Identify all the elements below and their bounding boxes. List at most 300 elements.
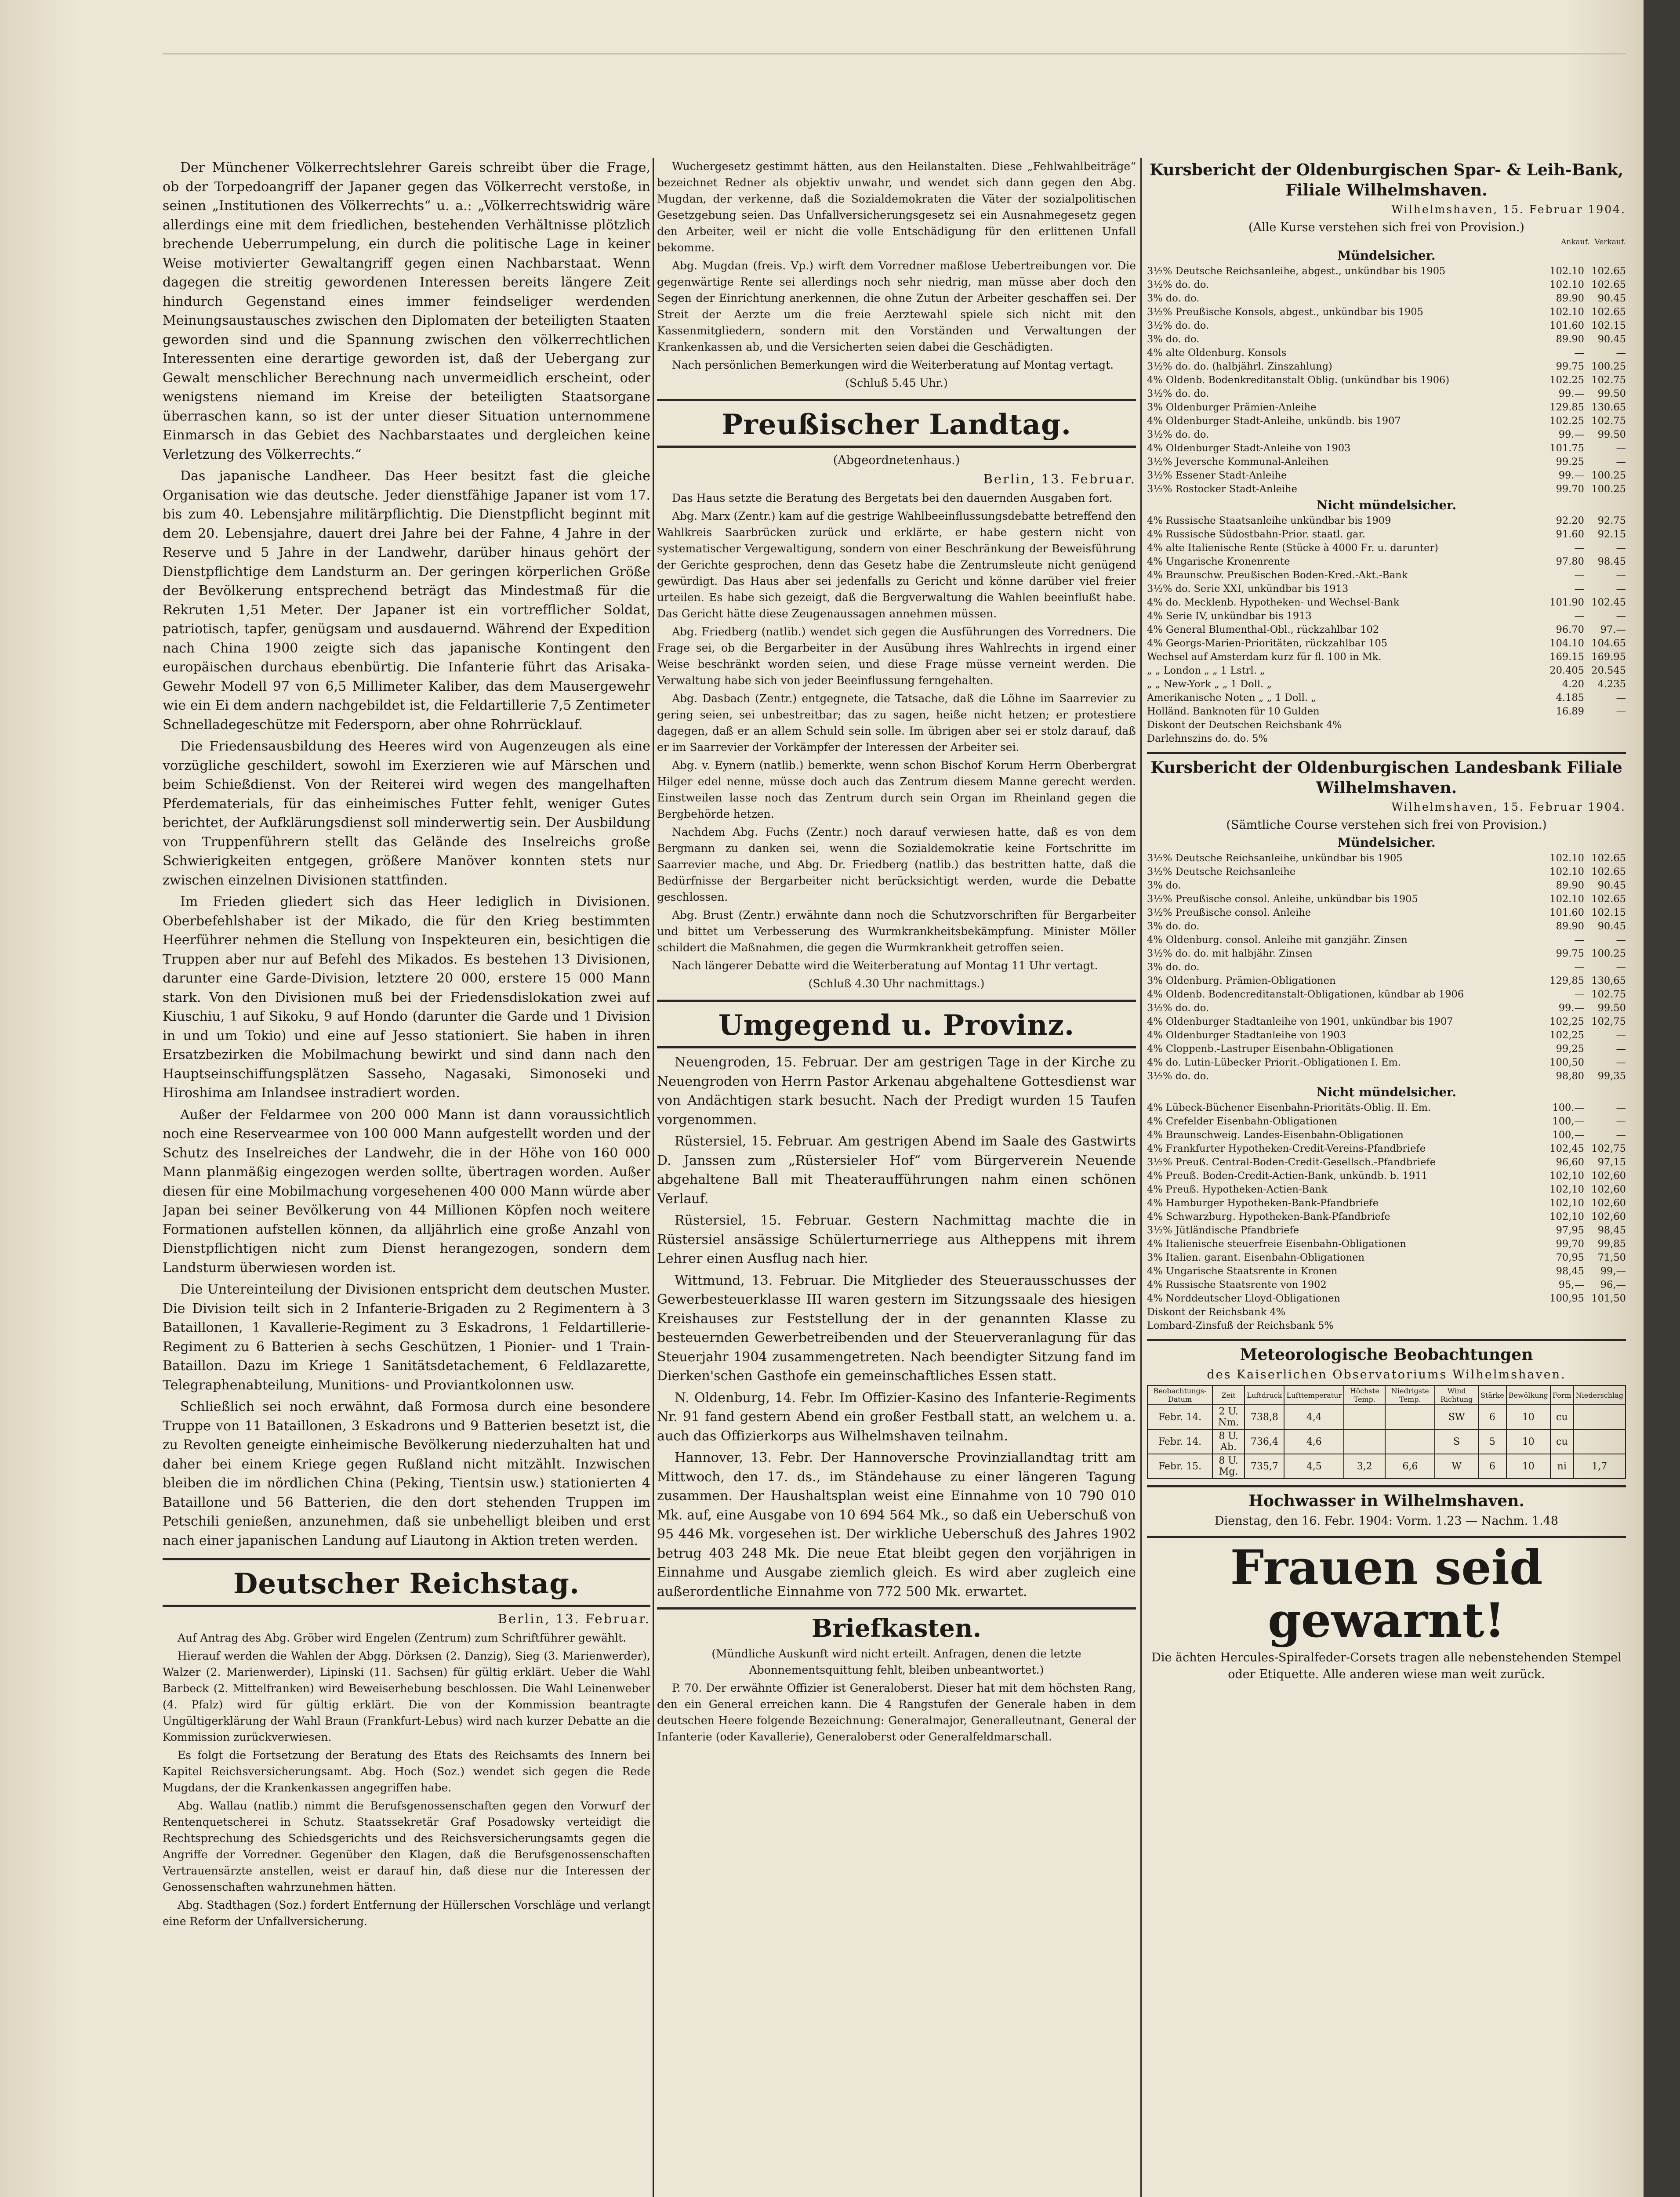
reichstag-title: Deutscher Reichstag. — [233, 1567, 580, 1600]
bank2-rates-table — [1147, 852, 1626, 1083]
bank1-section-muendel: Mündelsicher. — [1337, 248, 1436, 263]
rate-ankauf: 91.60 — [1556, 529, 1584, 540]
rate-label: 3% do. do. — [1147, 334, 1200, 345]
rate-verkauf — [1584, 718, 1626, 732]
bank2-title: Kursbericht der Oldenburgischen Landesbank Filiale Wilhelmshaven. — [1150, 758, 1622, 797]
weather-header-cell: Zeit — [1212, 1385, 1245, 1405]
rate-ankauf — [1542, 732, 1584, 746]
paragraph: Nach persönlichen Bemerkungen wird die Weiterberatung auf Montag vertagt. — [672, 359, 1114, 371]
section-header-reichstag — [163, 1558, 650, 1607]
rate-ankauf: 129,85 — [1549, 975, 1584, 986]
rate-verkauf: 99,— — [1600, 1265, 1626, 1277]
rate-ankauf: 100,— — [1552, 1116, 1584, 1127]
article-briefkasten — [657, 1680, 1136, 1745]
column-left — [163, 158, 650, 2197]
rate-verkauf: — — [1616, 1102, 1626, 1113]
rate-ankauf: 102,10 — [1549, 1197, 1584, 1209]
rate-row — [1147, 691, 1626, 705]
rate-row — [1147, 650, 1626, 664]
weather-cell — [1344, 1405, 1385, 1429]
rate-row — [1147, 305, 1626, 319]
rate-label: 3½% Jeversche Kommunal-Anleihen — [1147, 456, 1329, 468]
rate-label: 4% Ungarische Kronenrente — [1147, 556, 1290, 567]
paragraph: Die Untereinteilung der Divisionen entspricht dem deutschen Muster. Die Division teilt sich in 2 Infanterie-Brigaden zu 2 Regimentern à 3 Bataillonen, 1 Kavallerie-Regiment zu 3 Eskadrons, 1 Feldartillerie-Regiment zu 6 Batterien à sechs Geschützen, 1 Pionier- und 1 Train-Bataillon. Dazu im Kriege 1 Sanitätsdetachement, 6 Feldlazarette, Telegraphenabteilung, Munitions- und Proviantkolonnen usw. — [163, 1282, 650, 1393]
paragraph: N. Oldenburg, 14. Febr. Im Offizier-Kasino des Infanterie-Regiments Nr. 91 fand gestern Abend ein großer Festball statt, an welchem u. a. auch das Offizierkorps aus Wilhelmshaven teilnahm. — [657, 1390, 1136, 1444]
paragraph: Wuchergesetz gestimmt hätten, aus den Heilanstalten. Diese „Fehlwahlbeiträge“ bezeichnet Redner als objektiv unwahr, und wendet sich dann gegen den Abg. Mugdan, der verkenne, daß die Sozialdemokraten die Väter der sozialpolitischen Gesetzgebung seien. Das Unfallversicherungsgesetz sei ein Ausnahmegesetz gegen den Arbeiter, weil er nicht die volle Entschädigung für den erlittenen Unfall bekomme. — [657, 160, 1136, 254]
rate-verkauf: — — [1616, 347, 1626, 359]
ad-headline: Frauen seid gewarnt! — [1230, 1540, 1543, 1648]
rate-ankauf: 97,95 — [1556, 1225, 1584, 1236]
rate-row — [1147, 1169, 1626, 1183]
rate-ankauf: — — [1574, 961, 1584, 973]
rate-ankauf — [1542, 1319, 1584, 1333]
rate-verkauf: 90.45 — [1597, 921, 1626, 932]
weather-header-cell: Beobachtungs-Datum — [1147, 1385, 1212, 1405]
bank1-dateline: Wilhelmshaven, 15. Februar 1904. — [1391, 203, 1626, 216]
rate-ankauf: 89.90 — [1556, 334, 1584, 345]
rate-label: 4% Italienische steuerfreie Eisenbahn-Obligationen — [1147, 1238, 1406, 1250]
rate-ankauf: 102,25 — [1549, 1030, 1584, 1041]
rate-ankauf: 104.10 — [1549, 638, 1584, 649]
rate-ankauf: 4.20 — [1562, 678, 1584, 690]
paragraph: Abg. Brust (Zentr.) erwähnte dann noch die Schutzvorschriften für Bergarbeiter und bittet um Verbesserung des Wurmkrankheitsbekämpfung. Minister Möller schildert die Maßnahmen, die gegen die Wurmkrankheit getroffen seien. — [657, 909, 1136, 954]
weather-title: Meteorologische Beobachtungen — [1240, 1345, 1533, 1364]
rate-verkauf: 20.545 — [1591, 665, 1626, 676]
rate-label: 4% Crefelder Eisenbahn-Obligationen — [1147, 1116, 1338, 1127]
rate-verkauf: 98,45 — [1597, 1225, 1626, 1236]
rate-label: 3½% Preußische consol. Anleihe, unkündbar bis 1905 — [1147, 893, 1418, 905]
weather-cell — [1385, 1429, 1435, 1454]
rate-row — [1147, 1183, 1626, 1196]
rate-ankauf: 100,95 — [1549, 1293, 1584, 1304]
rate-label: 3% do. do. — [1147, 921, 1200, 932]
weather-header-cell: Niedrigste Temp. — [1385, 1385, 1435, 1405]
weather-cell: 4,5 — [1284, 1454, 1344, 1479]
weather-cell: 8 U. Ab. — [1212, 1429, 1245, 1454]
rate-verkauf: 97,15 — [1597, 1157, 1626, 1168]
rate-label: 4% Russische Staatsanleihe unkündbar bis 1909 — [1147, 515, 1391, 526]
weather-header-cell: Stärke — [1478, 1385, 1506, 1405]
rate-label: 3% Oldenburg. Prämien-Obligationen — [1147, 975, 1336, 986]
weather-cell: 10 — [1506, 1429, 1550, 1454]
rate-label: 3½% Deutsche Reichsanleihe — [1147, 866, 1296, 877]
rate-verkauf: — — [1616, 1057, 1626, 1068]
rate-row — [1147, 637, 1626, 650]
bank2-dateline: Wilhelmshaven, 15. Februar 1904. — [1391, 801, 1626, 813]
weather-cell: 6 — [1478, 1454, 1506, 1479]
rate-verkauf: 99,85 — [1597, 1238, 1626, 1250]
rate-ankauf: — — [1574, 583, 1584, 595]
rate-ankauf: 99.— — [1558, 429, 1584, 440]
rate-row — [1147, 582, 1626, 596]
weather-cell: 2 U. Nm. — [1212, 1405, 1245, 1429]
rate-ankauf: 102.10 — [1549, 306, 1584, 318]
rate-row — [1147, 1069, 1626, 1083]
rate-row — [1147, 346, 1626, 360]
paragraph: Schließlich sei noch erwähnt, daß Formosa durch eine besondere Truppe von 11 Bataillonen, 3 Eskadrons und 9 Batterien besetzt ist, die zu Revolten geneigte einheimische Bevölkerung niederzuhalten hat und daher bei einem Kriege gegen Rußland nicht mitzählt. Inzwischen bleiben die im nördlichen China (Peking, Tientsin usw.) stationierten 4 Bataillone und 56 Batterien, die den dort stehenden Truppen im Petschili genießen, anzunehmen, daß sie unbehelligt bleiben und erst nach einer japanischen Landung auf Liautong in Aktion treten werden. — [163, 1399, 650, 1548]
rate-label: 4% General Blumenthal-Obl., rückzahlbar 102 — [1147, 624, 1379, 635]
rate-verkauf: — — [1616, 934, 1626, 946]
rate-label: 4% Oldenburger Stadtanleihe von 1901, unkündbar bis 1907 — [1147, 1016, 1453, 1027]
rate-row — [1147, 988, 1626, 1001]
rate-label: 3% do. — [1147, 880, 1181, 891]
bank1-title: Kursbericht der Oldenburgischen Spar- & Leih-Bank, Filiale Wilhelmshaven. — [1149, 161, 1624, 199]
rate-verkauf: — — [1616, 569, 1626, 581]
rate-ankauf: 99.70 — [1556, 483, 1584, 495]
weather-header-cell: Luftdruck — [1245, 1385, 1284, 1405]
rate-ankauf: 89.90 — [1556, 293, 1584, 304]
rate-ankauf: 101.60 — [1549, 320, 1584, 331]
weather-cell: S — [1435, 1429, 1478, 1454]
rate-row — [1147, 852, 1626, 865]
rate-verkauf: 102,60 — [1591, 1184, 1626, 1195]
rate-row — [1147, 664, 1626, 678]
paragraph: Im Frieden gliedert sich das Heer lediglich in Divisionen. Oberbefehlshaber ist der Mikado, die für den Krieg bestimmten Heerführer nehmen die Stellung von Inspekteuren ein, besichtigen die Truppen aber nur auf Befehl des Mikados. Es bestehen 13 Divisionen, darunter eine Garde-Division, letztere 20 000, erstere 15 000 Mann stark. Von den Divisionen muß bei der Friedensdislokation zwei auf Kiuschiu, 1 auf Sikoku, 9 auf Hondo (darunter die Garde und 1 Division in und um Tokio) und eine auf Jesso stationiert. Sie haben in ihren Ersatzbezirken die Mobilmachung bewirkt und sind dann nach den Hauptseinschiffungsplätzen Sasseho, Nagasaki, Simonoseki und Hiroshima am Inlandsee instradiert worden. — [163, 894, 650, 1101]
weather-cell: 736,4 — [1245, 1429, 1284, 1454]
rate-ankauf: 101.60 — [1549, 907, 1584, 918]
paragraph: Abg. Friedberg (natlib.) wendet sich gegen die Ausführungen des Vorredners. Die Frage sei, ob die Bergarbeiter in der Ausübung ihres Wahlrechts in irgend einer Weise beschränkt worden seien, und diese Frage müsse verneint werden. Die Verwaltung habe sich von jeder Beeinflussung ferngehalten. — [657, 625, 1136, 687]
rate-label: „ „ New-York „ „ 1 Doll. „ — [1147, 678, 1272, 690]
rate-verkauf: 102,75 — [1591, 1016, 1626, 1027]
paragraph: Rüstersiel, 15. Februar. Gestern Nachmittag machte die in Rüstersiel ansässige Schülerturnerriege aus Altheppens mit ihrem Lehrer einen Ausflug nach hier. — [657, 1213, 1136, 1266]
rate-row — [1147, 1042, 1626, 1056]
paragraph: Rüstersiel, 15. Februar. Am gestrigen Abend im Saale des Gastwirts D. Janssen zum „Rüstersieler Hof“ vom Bürgerverein Neuende abgehaltene Ball mit Theateraufführungen nahm einen schönen Verlauf. — [657, 1134, 1136, 1207]
rate-ankauf: 97.80 — [1556, 556, 1584, 567]
rate-verkauf: — — [1616, 610, 1626, 622]
rate-verkauf: 102.75 — [1591, 374, 1626, 386]
rate-verkauf: 102,60 — [1591, 1197, 1626, 1209]
rate-ankauf: 169.15 — [1549, 651, 1584, 663]
rate-row — [1147, 906, 1626, 920]
rate-verkauf: 102.45 — [1591, 597, 1626, 608]
page-top-edge — [163, 53, 1626, 54]
rate-label: 3½% Deutsche Reichsanleihe, unkündbar bis 1905 — [1147, 852, 1403, 864]
rate-verkauf: — — [1616, 706, 1626, 717]
bank1-rates-table-nicht — [1147, 514, 1626, 650]
rate-label: Holländ. Banknoten für 10 Gulden — [1147, 706, 1320, 717]
rate-row — [1147, 1196, 1626, 1210]
weather-header-cell: Bewölkung — [1506, 1385, 1550, 1405]
weather-cell: 3,2 — [1344, 1454, 1385, 1479]
rate-label: 3½% Deutsche Reichsanleihe, abgest., unkündbar bis 1905 — [1147, 265, 1446, 277]
rate-ankauf: 102,10 — [1549, 1170, 1584, 1182]
rate-verkauf: — — [1616, 692, 1626, 703]
rate-label: 4% Ungarische Staatsrente in Kronen — [1147, 1265, 1338, 1277]
schluss-note-2: (Schluß 4.30 Uhr nachmittags.) — [808, 977, 985, 990]
rate-label: „ „ London „ „ 1 Lstrl. „ — [1147, 665, 1265, 676]
weather-header-cell: Wind Richtung — [1435, 1385, 1478, 1405]
rate-label: 4% Oldenburg. consol. Anleihe mit ganzjähr. Zinsen — [1147, 934, 1408, 946]
rate-row — [1147, 360, 1626, 373]
rate-row — [1147, 1210, 1626, 1224]
rate-row — [1147, 1224, 1626, 1237]
rate-row — [1147, 1142, 1626, 1156]
rate-verkauf: 102,75 — [1591, 1143, 1626, 1154]
briefkasten-title: Briefkasten. — [811, 1614, 982, 1643]
bank1-rates-table — [1147, 265, 1626, 496]
article-japan — [163, 158, 650, 1550]
rate-label: 4% do. Lutin-Lübecker Priorit.-Obligationen I. Em. — [1147, 1057, 1401, 1068]
weather-cell: Febr. 14. — [1147, 1405, 1212, 1429]
rate-row — [1147, 265, 1626, 278]
bank2-note: (Sämtliche Course verstehen sich frei von Provision.) — [1226, 818, 1547, 832]
rate-label: 4% Oldenburger Stadt-Anleihe, unkündb. bis 1907 — [1147, 415, 1401, 427]
rate-row — [1147, 1319, 1626, 1333]
rate-label: 3½% Preußische Konsols, abgest., unkündbar bis 1905 — [1147, 306, 1423, 318]
article-landtag — [657, 490, 1136, 974]
reichstag-dateline: Berlin, 13. Februar. — [497, 1611, 650, 1626]
weather-cell — [1385, 1405, 1435, 1429]
divider — [1147, 752, 1626, 754]
rate-label: 4% Oldenb. Bodencreditanstalt-Obligationen, kündbar ab 1906 — [1147, 989, 1464, 1000]
rate-row — [1147, 1292, 1626, 1305]
weather-header-cell: Form — [1550, 1385, 1574, 1405]
weather-cell: 4,4 — [1284, 1405, 1344, 1429]
rate-ankauf: 99.— — [1558, 388, 1584, 399]
rate-verkauf: 102.65 — [1591, 893, 1626, 905]
rate-row — [1147, 961, 1626, 974]
rate-ankauf: 102.10 — [1549, 852, 1584, 864]
rate-label: 3½% do. do. — [1147, 320, 1209, 331]
weather-cell: Febr. 14. — [1147, 1429, 1212, 1454]
rate-label: Darlehnszins do. do. 5% — [1147, 733, 1268, 744]
rate-ankauf: 101.75 — [1549, 442, 1584, 454]
rate-ankauf: 100,50 — [1549, 1057, 1584, 1068]
rate-label: Wechsel auf Amsterdam kurz für fl. 100 in Mk. — [1147, 651, 1382, 663]
rate-row — [1147, 569, 1626, 582]
rate-verkauf: — — [1616, 961, 1626, 973]
rate-label: 4% Preuß. Boden-Credit-Actien-Bank, unkündb. b. 1911 — [1147, 1170, 1428, 1182]
rate-ankauf: 102,10 — [1549, 1211, 1584, 1222]
rate-row — [1147, 1278, 1626, 1292]
rate-verkauf: 102.65 — [1591, 279, 1626, 290]
paragraph: P. 70. Der erwähnte Offizier ist Generaloberst. Dieser hat mit dem höchsten Rang, den ein General erreichen kann. Die 4 Rangstufen der Generale haben in dem deutschen Heere folgende Bezeichnung: Generalmajor, Generalleutnant, General der Infanterie (oder Kavallerie), Generaloberst oder Generalfeldmarschall. — [657, 1682, 1136, 1743]
weather-cell — [1344, 1429, 1385, 1454]
paragraph: Auf Antrag des Abg. Gröber wird Engelen (Zentrum) zum Schriftführer gewählt. — [178, 1631, 627, 1644]
rate-ankauf: — — [1574, 347, 1584, 359]
rate-ankauf: 70,95 — [1556, 1252, 1584, 1263]
rate-verkauf: 102.65 — [1591, 852, 1626, 864]
rate-ankauf: 101.90 — [1549, 597, 1584, 608]
paragraph: Abg. Wallau (natlib.) nimmt die Berufsgenossenschaften gegen den Vorwurf der Rentenquetscherei in Schutz. Staatssekretär Graf Posadowsky verteidigt die Rechtsprechung des Schiedsgerichts und des Reichsversicherungsamts gegen die Angriffe der Vorredner. Gegenüber den Klagen, daß die Berufsgenossenschaften Vertrauensärzte anstellen, weist er darauf hin, daß diese nur die Interessen der Genossenschaften wahrzunehmen hätten. — [163, 1799, 650, 1893]
paragraph: Hannover, 13. Febr. Der Hannoversche Provinziallandtag tritt am Mittwoch, den 17. ds., im Ständehause zu einer längeren Tagung zusammen. Der Haushaltsplan weist eine Einnahme von 10 790 010 Mk. auf, eine Ausgabe von 10 694 564 Mk., so daß ein Ueberschuß von 95 446 Mk. vorgesehen ist. Der wirkliche Ueberschuß des Jahres 1902 betrug 403 248 Mk. Die neue Etat bleibt gegen den vorjährigen in Einnahme und Ausgabe ziemlich gleich. Es wird aber zugleich eine außerordentliche Einnahme von 772 500 Mk. erwartet. — [657, 1450, 1136, 1599]
rate-ankauf: 95,— — [1558, 1279, 1584, 1291]
rate-verkauf: 96,— — [1600, 1279, 1626, 1291]
rate-label: 3½% Preußische consol. Anleihe — [1147, 907, 1311, 918]
rate-row — [1147, 319, 1626, 333]
rate-row — [1147, 596, 1626, 609]
rate-ankauf: — — [1574, 934, 1584, 946]
rate-row — [1147, 1156, 1626, 1169]
paragraph: Abg. Dasbach (Zentr.) entgegnete, die Tatsache, daß die Löhne im Saarrevier zu gering seien, sei unbestreitbar; das zu sagen, heiße nicht hetzen; er protestiere dagegen, daß er an allem Schuld sein solle. Im übrigen aber sei er stolz darauf, daß er im Saarrevier der Vorkämpfer der Interessen der Arbeiter sei. — [657, 692, 1136, 754]
rate-row — [1147, 609, 1626, 623]
rate-ankauf: 99.75 — [1556, 948, 1584, 959]
rate-verkauf: 102,60 — [1591, 1170, 1626, 1182]
rate-ankauf: 98,80 — [1556, 1070, 1584, 1082]
rate-verkauf: 98.45 — [1597, 556, 1626, 567]
rate-ankauf: 102.25 — [1549, 415, 1584, 427]
weather-cell: 1,7 — [1574, 1454, 1626, 1479]
paragraph: Hierauf werden die Wahlen der Abgg. Dörksen (2. Danzig), Sieg (3. Marienwerder), Walzer (2. Marienwerder), Lipinski (11. Sachsen) für gültig erklärt. Ueber die Wahl Barbeck (2. Mittelfranken) wird Beweiserhebung beschlossen. Die Wahl Leinenweber (4. Pfalz) wird für gültig erklärt. Die von der Kommission beantragte Ungültigerklärung der Wahl Braun (Frankfurt-Lebus) wird nach kurzer Debatte an die Kommission zurückverwiesen. — [163, 1650, 650, 1744]
weather-row — [1147, 1405, 1626, 1429]
rate-ankauf: 102.10 — [1549, 279, 1584, 290]
rate-verkauf: 102.15 — [1591, 907, 1626, 918]
rate-label: 4% Serie IV, unkündbar bis 1913 — [1147, 610, 1312, 622]
weather-cell: 10 — [1506, 1454, 1550, 1479]
bank2-rates-table-nicht — [1147, 1101, 1626, 1333]
rate-row — [1147, 718, 1626, 732]
rate-label: 4% Schwarzburg. Hypotheken-Bank-Pfandbriefe — [1147, 1211, 1390, 1222]
rate-ankauf: 102,45 — [1549, 1143, 1584, 1154]
weather-cell: 10 — [1506, 1405, 1550, 1429]
weather-cell: SW — [1435, 1405, 1478, 1429]
rate-verkauf: 130,65 — [1591, 975, 1626, 986]
weather-cell: 6,6 — [1385, 1454, 1435, 1479]
rate-label: 3½% do. do. — [1147, 1070, 1209, 1082]
rate-ankauf: 102,10 — [1549, 1184, 1584, 1195]
rate-verkauf: 102.15 — [1591, 320, 1626, 331]
rate-verkauf: 102.75 — [1591, 989, 1626, 1000]
rate-ankauf: — — [1574, 569, 1584, 581]
paragraph: Wittmund, 13. Februar. Die Mitglieder des Steuerausschusses der Gewerbesteuerklasse III waren gestern im Sitzungssaale des hiesigen Kreishauses zur Feststellung der in der genannten Klasse zu besteuernden Gewerbetreibenden und der Steuerveranlagung für das Steuerjahr 1904 zusammengetreten. Nach beendigter Sitzung fand im Dierken'schen Gasthofe ein gemeinschaftliches Essen statt. — [657, 1273, 1136, 1384]
rate-row — [1147, 1251, 1626, 1265]
weather-table — [1147, 1385, 1626, 1479]
rate-ankauf: 99,70 — [1556, 1238, 1584, 1250]
divider — [657, 1607, 1136, 1610]
rate-verkauf: 4.235 — [1597, 678, 1626, 690]
rate-row — [1147, 732, 1626, 746]
section-header-landtag — [657, 399, 1136, 448]
rate-row — [1147, 373, 1626, 387]
weather-cell: ni — [1550, 1454, 1574, 1479]
rate-ankauf: 4.185 — [1556, 692, 1584, 703]
rate-label: 4% alte Italienische Rente (Stücke à 4000 Fr. u. darunter) — [1147, 542, 1438, 554]
rate-row — [1147, 387, 1626, 401]
article-umgegend — [657, 1053, 1136, 1601]
rate-verkauf: 100.25 — [1591, 483, 1626, 495]
rate-row — [1147, 678, 1626, 691]
rate-ankauf: 99,25 — [1556, 1043, 1584, 1055]
paragraph: Der Münchener Völkerrechtslehrer Gareis schreibt über die Frage, ob der Torpedoangriff der Japaner gegen das Völkerrecht verstoße, in seinen „Institutionen des Völkerrechts“ u. a.: „Völkerrechtswidrig wäre allerdings eine mit dem friedlichen, bestehenden Verhältnisse plötzlich brechende Ueberrumpelung, ein durch die politische Lage in keiner Weise motivierter Gewaltangriff gegen einen Nachbarstaat. Wenn dagegen die streitig gewordenen Interessen bereits längere Zeit hindurch Gegenstand eines immer feindseliger werdenden Meinungsaustausches zwischen den Diplomaten der beteiligten Staaten geworden sind und die Spannung zwischen den völkerrechtlichen Interessenten eine derartige geworden ist, daß der Uebergang zur Gewalt menschlicher Berechnung nach unvermeidlich erscheint, oder wenigstens niemand im Kreise der beteiligten Staatsorgane überraschen kann, so ist der unter dieser Situation unternommene Einmarsch in das Gebiet des Nachbarstaates und dergleichen keine Verletzung des Völkerrechts.“ — [163, 160, 650, 462]
rate-verkauf: 97.— — [1600, 624, 1626, 635]
rate-label: 3% Italien. garant. Eisenbahn-Obligationen — [1147, 1252, 1365, 1263]
rate-ankauf: 99.— — [1558, 470, 1584, 481]
rate-label: 3½% Essener Stadt-Anleihe — [1147, 470, 1287, 481]
paragraph: Neuengroden, 15. Februar. Der am gestrigen Tage in der Kirche zu Neuengroden von Herrn Pastor Arkenau abgehaltene Gottesdienst war von Andächtigen stark besucht. Nach der Predigt wurden 15 Taufen vorgenommen. — [657, 1055, 1136, 1128]
paragraph: Nach längerer Debatte wird die Weiterberatung auf Montag 11 Uhr vertagt. — [672, 959, 1098, 972]
rate-row — [1147, 442, 1626, 455]
rate-verkauf: 169.95 — [1591, 651, 1626, 663]
rate-label: 4% alte Oldenburg. Konsols — [1147, 347, 1287, 359]
rate-row — [1147, 528, 1626, 541]
rate-ankauf: 100,— — [1552, 1129, 1584, 1141]
bank2-section-nicht: Nicht mündelsicher. — [1316, 1085, 1457, 1099]
rate-row — [1147, 920, 1626, 933]
rate-label: Diskont der Deutschen Reichsbank 4% — [1147, 719, 1342, 731]
rate-verkauf: 99.50 — [1597, 388, 1626, 399]
rate-row — [1147, 623, 1626, 637]
weather-cell: 8 U. Mg. — [1212, 1454, 1245, 1479]
rate-ankauf: 129.85 — [1549, 402, 1584, 413]
rate-verkauf: — — [1616, 542, 1626, 554]
rate-label: 4% Oldenburger Stadtanleihe von 1903 — [1147, 1030, 1346, 1041]
weather-cell: 738,8 — [1245, 1405, 1284, 1429]
rate-label: 4% Oldenburger Stadt-Anleihe von 1903 — [1147, 442, 1351, 454]
rate-ankauf: — — [1574, 542, 1584, 554]
rate-ankauf: 96,60 — [1556, 1157, 1584, 1168]
rate-verkauf: 102,60 — [1591, 1211, 1626, 1222]
schluss-note-1: (Schluß 5.45 Uhr.) — [845, 377, 948, 389]
bank1-note: (Alle Kurse verstehen sich frei von Provision.) — [1248, 221, 1524, 234]
rate-row — [1147, 865, 1626, 879]
rate-verkauf: 71,50 — [1597, 1252, 1626, 1263]
paragraph: Abg. v. Eynern (natlib.) bemerkte, wenn schon Bischof Korum Herrn Oberbergrat Hilger edel nenne, müsse doch auch das Zentrum diesem Manne gerecht werden. Einstweilen lasse noch das Zentrum durch sein Organ im Rheinland gegen die Bergbehörde hetzen. — [657, 759, 1136, 820]
rate-label: 3½% do. do. — [1147, 1002, 1209, 1014]
rate-label: 3½% Jütländische Pfandbriefe — [1147, 1225, 1299, 1236]
rate-row — [1147, 555, 1626, 569]
rate-row — [1147, 1265, 1626, 1278]
weather-cell: Febr. 15. — [1147, 1454, 1212, 1479]
rate-label: 3% Oldenburger Prämien-Anleihe — [1147, 402, 1317, 413]
rate-label: 4% Oldenb. Bodenkreditanstalt Oblig. (unkündbar bis 1906) — [1147, 374, 1450, 386]
rate-row — [1147, 1305, 1626, 1319]
rate-label: 4% Frankfurter Hypotheken-Credit-Vereins-Pfandbriefe — [1147, 1143, 1426, 1154]
bank1-section-nicht: Nicht mündelsicher. — [1316, 498, 1457, 512]
weather-cell: 4,6 — [1284, 1429, 1344, 1454]
flood-title: Hochwasser in Wilhelmshaven. — [1248, 1492, 1525, 1510]
rate-label: 4% Russische Südostbahn-Prior. staatl. gar. — [1147, 529, 1365, 540]
rate-label: 3½% do. do. — [1147, 388, 1209, 399]
rate-ankauf: 89.90 — [1556, 880, 1584, 891]
divider — [1147, 1485, 1626, 1487]
weather-row — [1147, 1454, 1626, 1479]
rate-row — [1147, 428, 1626, 442]
rate-ankauf: 102.10 — [1549, 866, 1584, 877]
weather-cell: cu — [1550, 1405, 1574, 1429]
rate-row — [1147, 414, 1626, 428]
rate-row — [1147, 1029, 1626, 1042]
rate-row — [1147, 1237, 1626, 1251]
rate-ankauf: 99.25 — [1556, 456, 1584, 468]
rate-label: 3½% do. do. — [1147, 429, 1209, 440]
rate-row — [1147, 514, 1626, 528]
rate-ankauf: 102.10 — [1549, 265, 1584, 277]
paragraph: Die Friedensausbildung des Heeres wird von Augenzeugen als eine vorzügliche geschildert, sowohl im Exerzieren wie auf Märschen und beim Schießdienst. Von der Reiterei wird wegen des mangelhaften Pferdematerials, für das einheimisches Futter fehlt, weniger Gutes berichtet, der Aufklärungsdienst soll minderwertig sein. Der Ausbildung von Truppenführern stellt das Gelände des Inselreichs große Schwierigkeiten entgegen, größere Manöver konnten stets nur zwischen einzelnen Divisionen stattfinden. — [163, 739, 650, 888]
bank1-col-headers: Ankauf. Verkauf. — [1561, 238, 1626, 247]
rate-row — [1147, 1056, 1626, 1069]
article-reichstag — [163, 1630, 650, 1929]
rate-ankauf: 89.90 — [1556, 921, 1584, 932]
rate-label: 3½% Rostocker Stadt-Anleihe — [1147, 483, 1297, 495]
landtag-subtitle: (Abgeordnetenhaus.) — [833, 453, 960, 467]
rate-verkauf — [1584, 1319, 1626, 1333]
rate-row — [1147, 278, 1626, 292]
rate-ankauf: 20.405 — [1549, 665, 1584, 676]
rate-label: 3½% Preuß. Central-Boden-Credit-Gesellsch.-Pfandbriefe — [1147, 1157, 1436, 1168]
divider — [1147, 1536, 1626, 1538]
weather-cell: 735,7 — [1245, 1454, 1284, 1479]
weather-header-cell: Höchste Temp. — [1344, 1385, 1385, 1405]
landtag-title: Preußischer Landtag. — [721, 408, 1072, 441]
rate-ankauf: — — [1574, 989, 1584, 1000]
column-rule-right — [1140, 158, 1142, 2197]
section-header-umgegend — [657, 1000, 1136, 1048]
rate-row — [1147, 879, 1626, 892]
rate-verkauf: 100.25 — [1591, 361, 1626, 372]
rate-label: 3½% do. Serie XXI, unkündbar bis 1913 — [1147, 583, 1349, 595]
rate-row — [1147, 1128, 1626, 1142]
rate-label: 4% Russische Staatsrente von 1902 — [1147, 1279, 1327, 1291]
